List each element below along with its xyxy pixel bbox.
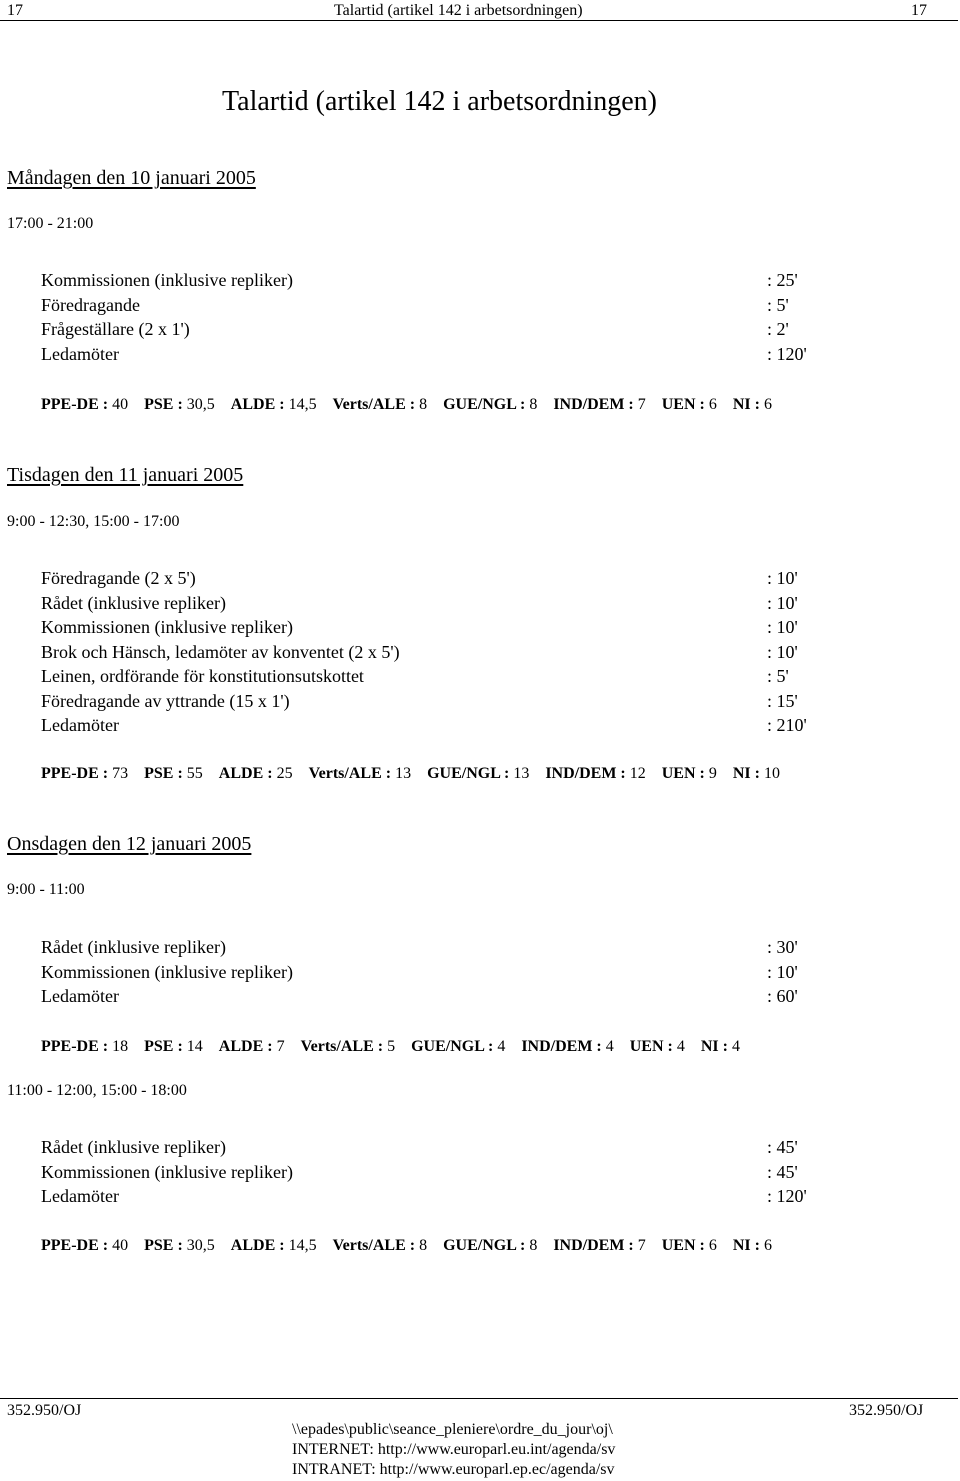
running-header-title: Talartid (artikel 142 i arbetsordningen) <box>334 2 583 19</box>
group-name: Verts/ALE : <box>332 396 416 413</box>
agenda-label: Leinen, ordförande för konstitutionsutskottet <box>41 666 364 686</box>
group-name: NI : <box>732 1237 760 1254</box>
group-name: IND/DEM : <box>553 1237 634 1254</box>
agenda-value: : 45' <box>767 1137 798 1157</box>
agenda-label: Föredragande (2 x 5') <box>41 568 196 588</box>
agenda-value: : 15' <box>767 690 798 711</box>
group-allocation <box>41 765 780 783</box>
group-name: NI : <box>732 396 760 413</box>
group-name: Verts/ALE : <box>332 1237 416 1254</box>
day-heading-tuesday: Tisdagen den 11 januari 2005 <box>7 464 244 486</box>
agenda-row <box>41 1184 831 1209</box>
group-name: UEN : <box>629 1038 673 1055</box>
agenda-row <box>41 342 831 367</box>
agenda-value: : 10' <box>767 641 798 662</box>
group-allocation-item <box>144 396 215 414</box>
group-value: 73 <box>112 765 129 782</box>
agenda-row <box>41 713 831 738</box>
group-allocation-item <box>41 765 128 783</box>
group-name: PPE-DE : <box>41 396 109 413</box>
agenda-value: : 45' <box>767 1161 798 1182</box>
day-heading-monday: Måndagen den 10 januari 2005 <box>7 167 256 189</box>
group-value: 4 <box>497 1038 506 1055</box>
group-value: 40 <box>112 1237 129 1254</box>
group-value: 55 <box>186 765 203 782</box>
group-name: UEN : <box>661 396 705 413</box>
group-name: GUE/NGL : <box>427 765 510 782</box>
group-value: 6 <box>708 1237 717 1254</box>
group-name: UEN : <box>661 765 705 782</box>
group-value: 4 <box>605 1038 614 1055</box>
group-name: IND/DEM : <box>521 1038 602 1055</box>
group-value: 12 <box>629 765 646 782</box>
agenda-row <box>41 640 831 665</box>
group-allocation-item <box>733 765 780 783</box>
session-time: 9:00 - 11:00 <box>7 881 85 898</box>
agenda-value: : 60' <box>767 986 798 1006</box>
agenda-label: Ledamöter <box>41 715 119 735</box>
group-name: IND/DEM : <box>545 765 626 782</box>
group-allocation-item <box>662 1237 717 1255</box>
group-name: PSE : <box>144 1038 183 1055</box>
group-allocation-item <box>301 1038 396 1056</box>
page-number-left: 17 <box>7 2 23 19</box>
group-name: PPE-DE : <box>41 1237 109 1254</box>
agenda-value: : 210' <box>767 715 807 735</box>
group-name: IND/DEM : <box>553 396 634 413</box>
agenda-value: : 25' <box>767 270 798 290</box>
agenda-row <box>41 984 831 1009</box>
agenda-value: : 10' <box>767 617 798 637</box>
group-value: 6 <box>763 1237 772 1254</box>
agenda-value: : 30' <box>767 937 798 957</box>
agenda-label: Rådet (inklusive repliker) <box>41 937 226 957</box>
session-time: 9:00 - 12:30, 15:00 - 17:00 <box>7 513 180 530</box>
agenda-value: : 2' <box>767 319 789 339</box>
agenda-value: : 120' <box>767 1186 807 1206</box>
agenda-label: Kommissionen (inklusive repliker) <box>41 1161 293 1182</box>
group-value: 4 <box>731 1038 740 1055</box>
agenda-row <box>41 960 831 985</box>
agenda-list <box>41 268 831 366</box>
agenda-value: : 5' <box>767 666 789 686</box>
group-allocation-item <box>333 1237 428 1255</box>
page-title: Talartid (artikel 142 i arbetsordningen) <box>222 86 657 117</box>
group-name: PSE : <box>144 396 183 413</box>
agenda-label: Ledamöter <box>41 1186 119 1206</box>
footer-reference-right: 352.950/OJ <box>849 1402 924 1419</box>
group-allocation-item <box>733 396 772 414</box>
agenda-label: Kommissionen (inklusive repliker) <box>41 961 293 982</box>
group-value: 7 <box>637 396 646 413</box>
agenda-label: Ledamöter <box>41 343 119 364</box>
group-value: 8 <box>529 396 538 413</box>
footer-rule <box>0 1398 958 1399</box>
group-allocation-item <box>427 765 529 783</box>
agenda-list <box>41 566 831 738</box>
day-heading-wednesday: Onsdagen den 12 januari 2005 <box>7 833 252 855</box>
group-name: GUE/NGL : <box>443 396 526 413</box>
agenda-value: : 5' <box>767 294 789 315</box>
group-allocation-item <box>443 396 537 414</box>
group-value: 13 <box>513 765 530 782</box>
group-allocation-item <box>443 1237 537 1255</box>
agenda-label: Rådet (inklusive repliker) <box>41 592 226 613</box>
group-name: Verts/ALE : <box>300 1038 384 1055</box>
agenda-row <box>41 935 831 960</box>
agenda-label: Frågeställare (2 x 1') <box>41 319 190 339</box>
group-allocation-item <box>41 1237 128 1255</box>
group-value: 10 <box>763 765 780 782</box>
agenda-row <box>41 293 831 318</box>
group-allocation <box>41 1237 772 1255</box>
page-number-right: 17 <box>911 2 927 19</box>
group-allocation-item <box>144 1038 203 1056</box>
agenda-label: Föredragande av yttrande (15 x 1') <box>41 690 290 711</box>
group-allocation-item <box>521 1038 613 1056</box>
group-name: ALDE : <box>218 765 273 782</box>
agenda-row <box>41 566 831 591</box>
agenda-row <box>41 317 831 342</box>
group-name: NI : <box>700 1038 728 1055</box>
group-value: 9 <box>708 765 717 782</box>
group-value: 8 <box>529 1237 538 1254</box>
group-value: 14 <box>186 1038 203 1055</box>
group-name: GUE/NGL : <box>443 1237 526 1254</box>
agenda-label: Föredragande <box>41 294 140 315</box>
group-value: 8 <box>419 1237 428 1254</box>
agenda-row <box>41 689 831 714</box>
group-allocation-item <box>41 1038 128 1056</box>
group-value: 40 <box>112 396 129 413</box>
group-name: GUE/NGL : <box>411 1038 494 1055</box>
group-allocation-item <box>701 1038 740 1056</box>
agenda-label: Rådet (inklusive repliker) <box>41 1137 226 1157</box>
group-name: Verts/ALE : <box>308 765 392 782</box>
group-name: PSE : <box>144 765 183 782</box>
group-allocation <box>41 1038 740 1056</box>
group-allocation-item <box>231 396 317 414</box>
group-value: 6 <box>763 396 772 413</box>
agenda-value: : 10' <box>767 592 798 613</box>
group-name: PSE : <box>144 1237 183 1254</box>
group-allocation <box>41 396 772 414</box>
group-value: 6 <box>708 396 717 413</box>
agenda-label: Kommissionen (inklusive repliker) <box>41 270 293 290</box>
group-name: PPE-DE : <box>41 765 109 782</box>
footer-internet-link[interactable]: INTERNET: http://www.europarl.eu.int/agenda/sv <box>292 1441 616 1458</box>
group-allocation-item <box>219 765 293 783</box>
agenda-row <box>41 1160 831 1185</box>
agenda-label: Kommissionen (inklusive repliker) <box>41 617 293 637</box>
group-value: 18 <box>112 1038 129 1055</box>
agenda-row <box>41 615 831 640</box>
group-allocation-item <box>553 1237 645 1255</box>
group-name: ALDE : <box>230 1237 285 1254</box>
group-value: 25 <box>276 765 293 782</box>
agenda-row <box>41 268 831 293</box>
group-allocation-item <box>630 1038 685 1056</box>
group-value: 5 <box>387 1038 396 1055</box>
footer-path: \\epades\public\seance_pleniere\ordre_du_jour\oj\ <box>292 1421 613 1438</box>
group-name: ALDE : <box>218 1038 273 1055</box>
agenda-row <box>41 1135 831 1160</box>
group-allocation-item <box>144 765 203 783</box>
header-rule <box>0 20 958 21</box>
agenda-row <box>41 591 831 616</box>
group-allocation-item <box>231 1237 317 1255</box>
group-name: PPE-DE : <box>41 1038 109 1055</box>
group-value: 7 <box>276 1038 285 1055</box>
group-allocation-item <box>662 765 717 783</box>
group-value: 30,5 <box>186 1237 215 1254</box>
group-value: 13 <box>395 765 412 782</box>
group-allocation-item <box>411 1038 505 1056</box>
footer-intranet-link[interactable]: INTRANET: http://www.europarl.ep.ec/agenda/sv <box>292 1461 615 1478</box>
group-value: 4 <box>676 1038 685 1055</box>
agenda-value: : 10' <box>767 568 798 588</box>
group-name: NI : <box>732 765 760 782</box>
agenda-list <box>41 1135 831 1209</box>
group-value: 7 <box>637 1237 646 1254</box>
group-allocation-item <box>733 1237 772 1255</box>
group-allocation-item <box>219 1038 285 1056</box>
group-allocation-item <box>333 396 428 414</box>
agenda-value: : 120' <box>767 343 807 364</box>
agenda-label: Ledamöter <box>41 986 119 1006</box>
agenda-row <box>41 664 831 689</box>
session-time: 17:00 - 21:00 <box>7 215 94 232</box>
group-allocation-item <box>144 1237 215 1255</box>
group-allocation-item <box>41 396 128 414</box>
group-value: 8 <box>419 396 428 413</box>
footer-reference-left: 352.950/OJ <box>7 1402 82 1419</box>
group-name: ALDE : <box>230 396 285 413</box>
agenda-list <box>41 935 831 1009</box>
group-value: 30,5 <box>186 396 215 413</box>
agenda-label: Brok och Hänsch, ledamöter av konventet (2 x 5') <box>41 641 400 662</box>
group-value: 14,5 <box>288 1237 317 1254</box>
group-value: 14,5 <box>288 396 317 413</box>
agenda-value: : 10' <box>767 961 798 982</box>
group-allocation-item <box>662 396 717 414</box>
group-name: UEN : <box>661 1237 705 1254</box>
session-time: 11:00 - 12:00, 15:00 - 18:00 <box>7 1082 187 1099</box>
group-allocation-item <box>309 765 412 783</box>
group-allocation-item <box>545 765 645 783</box>
group-allocation-item <box>553 396 645 414</box>
